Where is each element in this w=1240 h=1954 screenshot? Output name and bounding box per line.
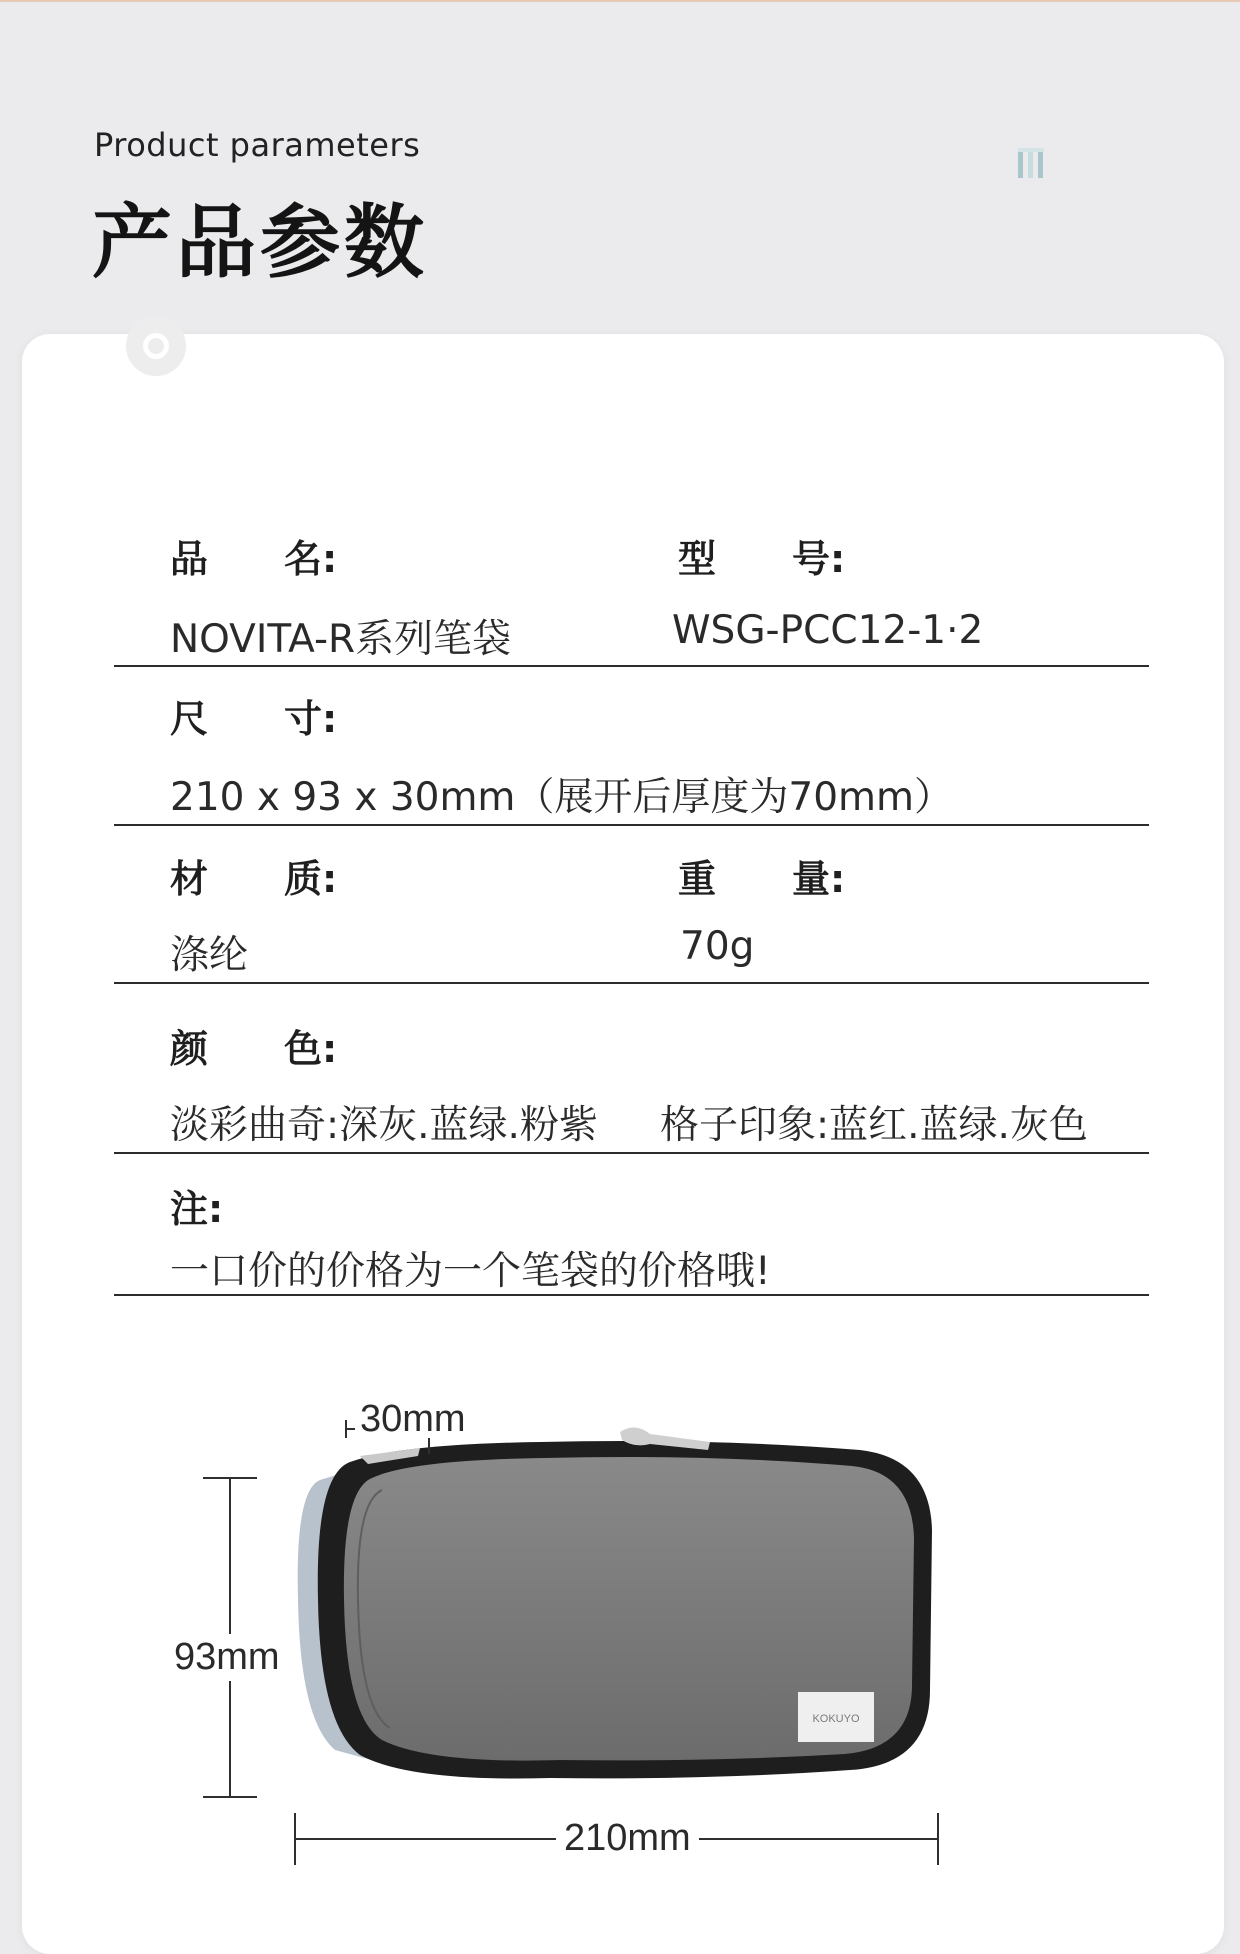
pencil-case-image — [290, 1420, 950, 1810]
spec-row-name-model — [114, 528, 1149, 668]
divider — [114, 824, 1149, 826]
divider — [114, 665, 1149, 667]
material-label: 材 质: — [170, 857, 338, 901]
binder-ring-icon — [126, 316, 186, 376]
color-value-plaid: 格子印象:蓝红.蓝绿.灰色 — [660, 1103, 1088, 1148]
width-right-tick — [937, 1813, 939, 1865]
color-label: 颜 色: — [170, 1027, 338, 1071]
section-title: 产品参数 — [92, 196, 428, 289]
depth-dimension-label: 30mm — [360, 1398, 466, 1440]
spec-row-size — [114, 688, 1149, 828]
weight-value: 70g — [680, 924, 755, 969]
divider — [114, 1152, 1149, 1154]
top-accent-line — [0, 0, 1240, 2]
depth-tick-arm — [345, 1428, 355, 1430]
section-subtitle-en: Product parameters — [94, 126, 421, 164]
height-dimension-label: 93mm — [174, 1634, 280, 1681]
name-label: 品 名: — [170, 537, 338, 581]
spec-row-material-weight — [114, 848, 1149, 988]
spec-row-colors — [114, 1018, 1149, 1158]
size-value: 210 x 93 x 30mm（展开后厚度为70mm） — [170, 775, 954, 820]
width-dimension-label: 210mm — [556, 1817, 699, 1860]
note-value: 一口价的价格为一个笔袋的价格哦! — [170, 1249, 771, 1294]
color-value-cookie: 淡彩曲奇:深灰.蓝绿.粉紫 — [170, 1103, 598, 1148]
name-value: NOVITA-R系列笔袋 — [170, 617, 512, 662]
decorative-bars-icon — [1018, 148, 1052, 180]
material-value: 涤纶 — [170, 933, 249, 978]
height-bottom-tick — [203, 1796, 257, 1798]
divider — [114, 1294, 1149, 1296]
model-value: WSG-PCC12-1·2 — [672, 608, 984, 653]
note-label: 注: — [170, 1187, 224, 1231]
brand-tag-text: KOKUYO — [812, 1713, 860, 1725]
size-label: 尺 寸: — [170, 697, 338, 741]
weight-label: 重 量: — [678, 857, 846, 901]
divider — [114, 982, 1149, 984]
model-label: 型 号: — [678, 537, 846, 581]
spec-row-note — [114, 1178, 1149, 1298]
